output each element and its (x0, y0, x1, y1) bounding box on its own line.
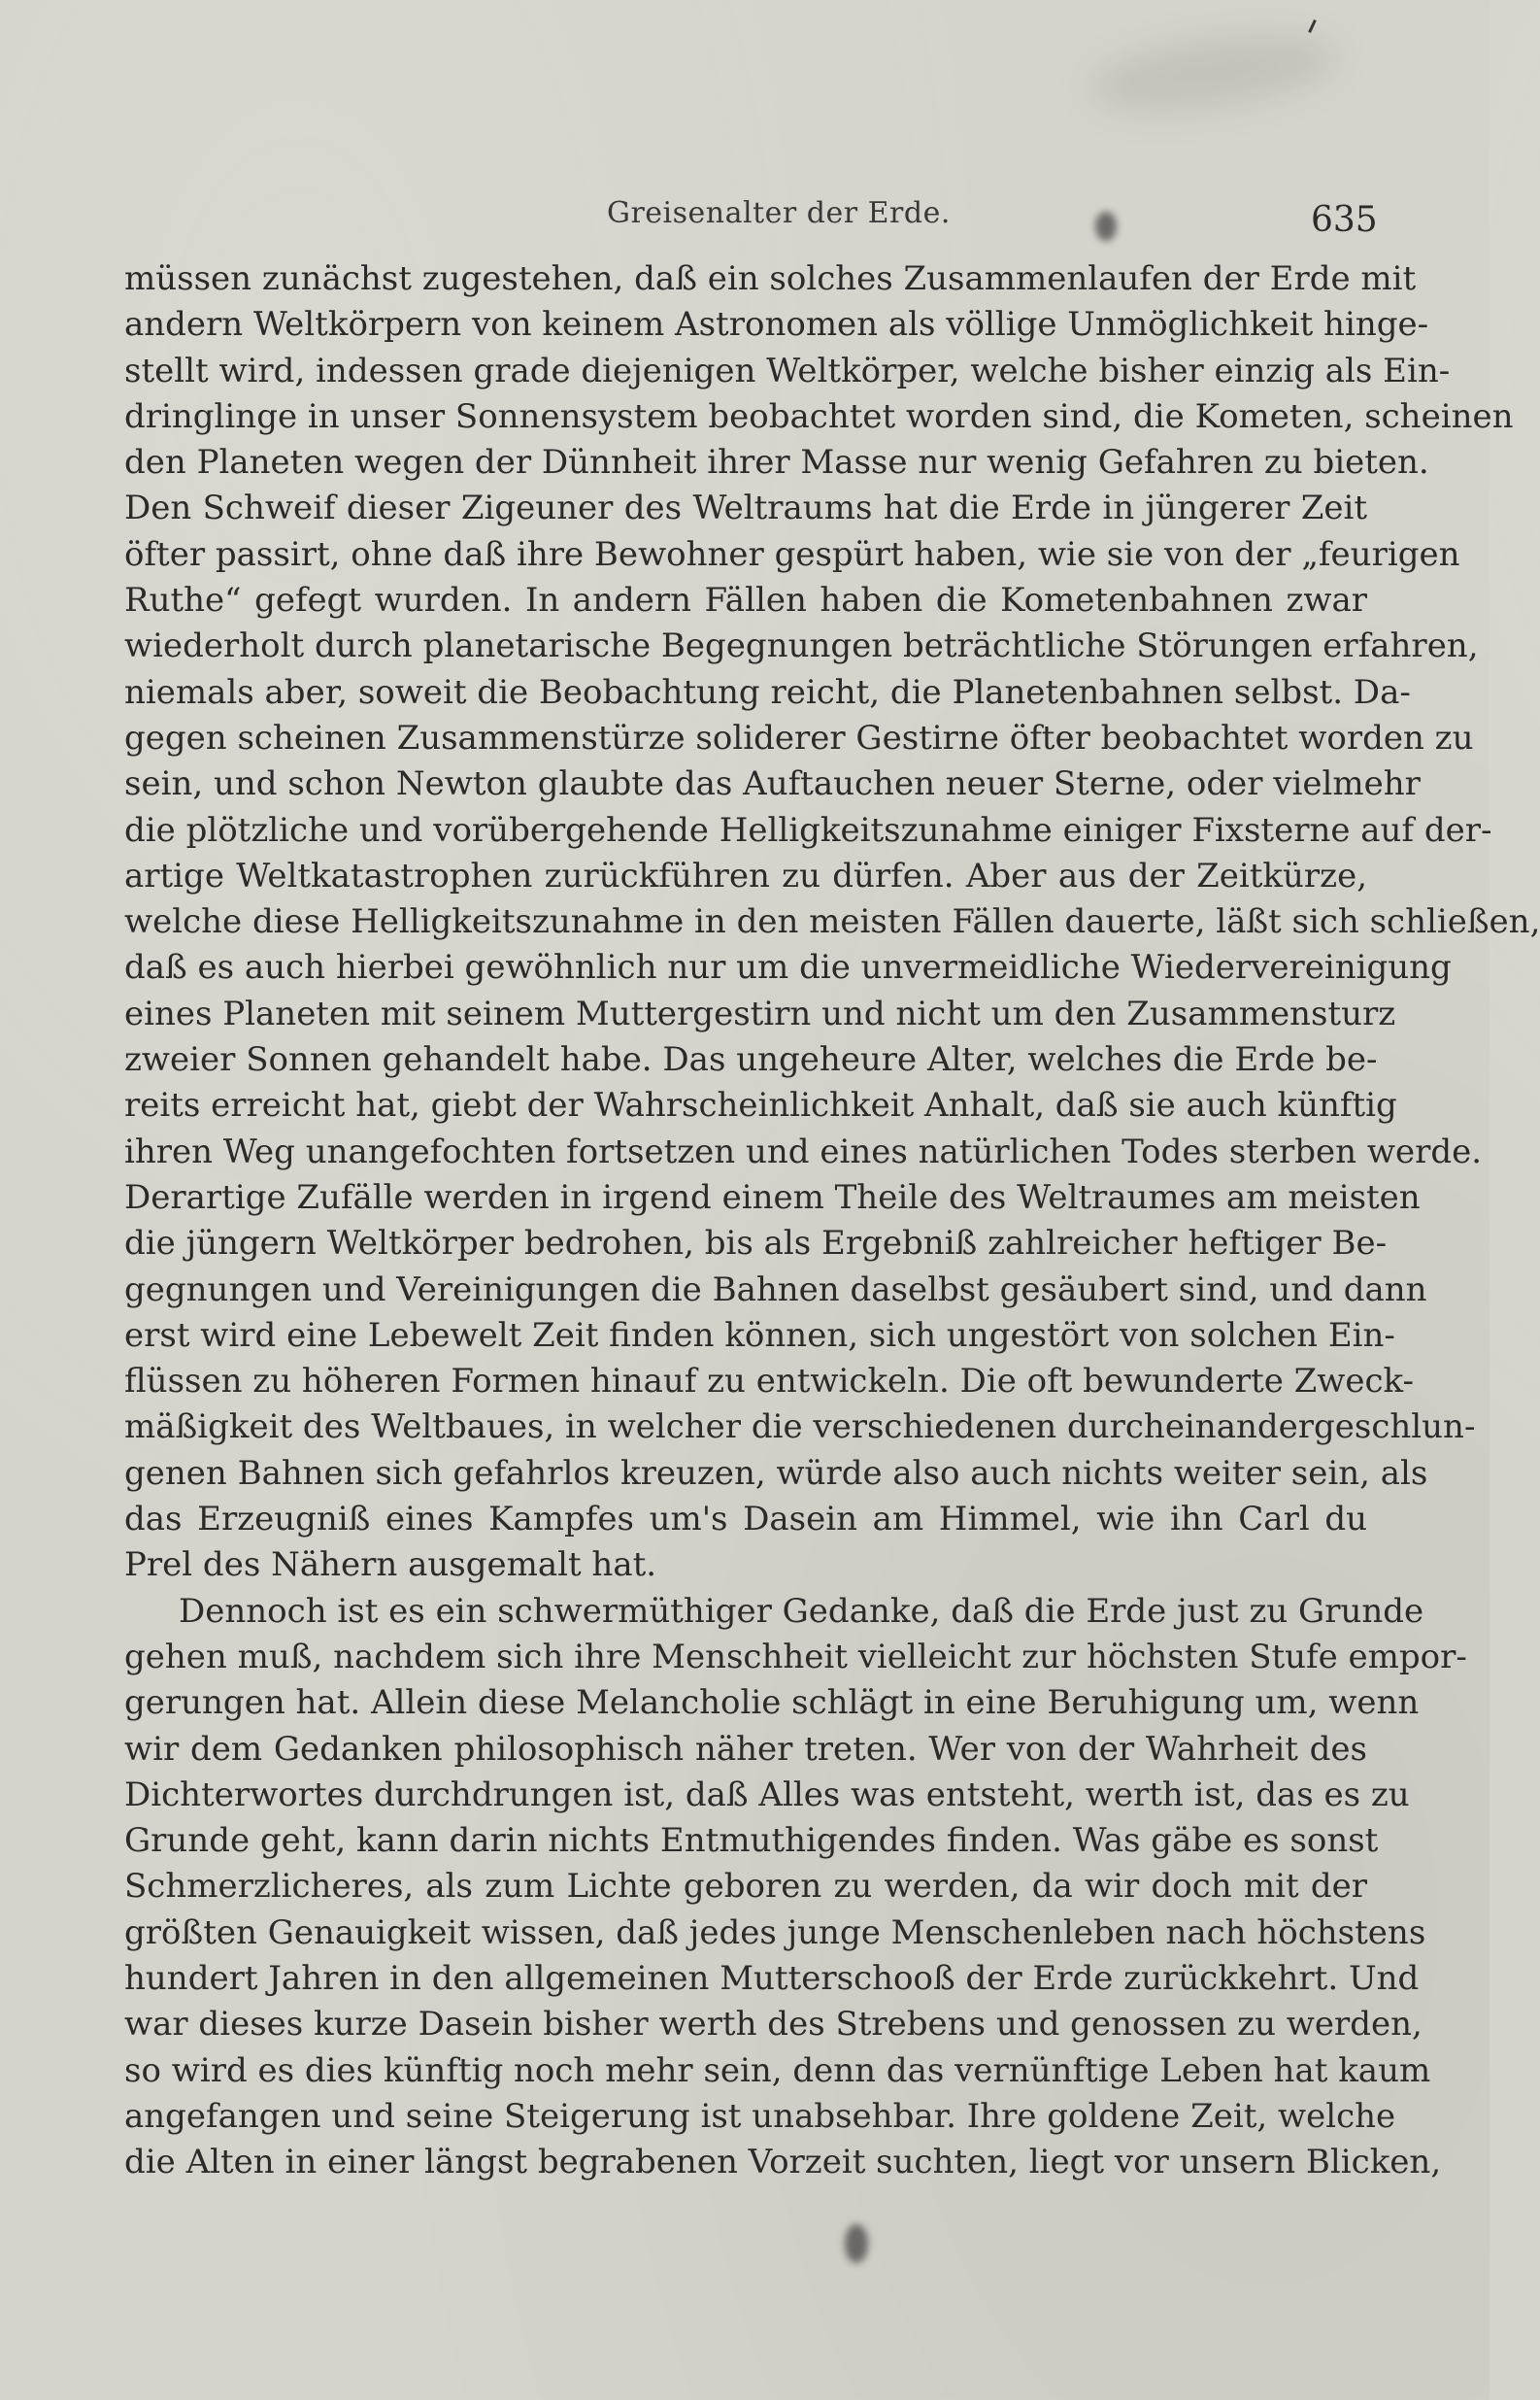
running-head: Greisenalter der Erde. (607, 196, 951, 230)
paragraph-start-line: Dennoch ist es ein schwermüthiger Gedanke, daß die Erde just zu Grunde (179, 1591, 1424, 1631)
text-line: gerungen hat. Allein diese Melancholie schlägt in eine Beruhigung um, wenn (124, 1683, 1420, 1723)
text-line: eines Planeten mit seinem Muttergestirn und nicht um den Zusammensturz (124, 994, 1396, 1033)
scan-smudge (1084, 21, 1343, 124)
text-line: die Alten in einer längst begrabenen Vorzeit suchten, liegt vor unsern Blicken, (124, 2143, 1442, 2182)
text-line: andern Weltkörpern von keinem Astronomen als völlige Unmöglichkeit hinge- (124, 305, 1429, 345)
text-line: war dieses kurze Dasein bisher werth des Strebens und genossen zu werden, (124, 2005, 1423, 2045)
pencil-mark (1308, 19, 1317, 33)
text-line: öfter passirt, ohne daß ihre Bewohner gespürt haben, wie sie von der „feurigen (124, 534, 1460, 574)
text-line: daß es auch hierbei gewöhnlich nur um die unvermeidliche Wiedervereinigung (124, 948, 1452, 988)
text-line: den Planeten wegen der Dünnheit ihrer Masse nur wenig Gefahren zu bieten. (124, 443, 1429, 483)
text-line: Grunde geht, kann darin nichts Entmuthigendes finden. Was gäbe es sonst (124, 1821, 1379, 1861)
text-line: die plötzliche und vorübergehende Helligkeitszunahme einiger Fixsterne auf der- (124, 810, 1492, 850)
text-line: reits erreicht hat, giebt der Wahrscheinlichkeit Anhalt, daß sie auch künftig (124, 1086, 1397, 1126)
text-line: dringlinge in unser Sonnensystem beobachtet worden sind, die Kometen, scheinen (124, 396, 1514, 436)
text-line: die jüngern Weltkörper bedrohen, bis als Ergebniß zahlreicher heftiger Be- (124, 1224, 1388, 1264)
text-line: artige Weltkatastrophen zurückführen zu dürfen. Aber aus der Zeitkürze, (124, 856, 1367, 896)
text-line: welche diese Helligkeitszunahme in den meisten Fällen dauerte, läßt sich schließen, (124, 902, 1540, 942)
text-line: müssen zunächst zugestehen, daß ein solches Zusammenlaufen der Erde mit (124, 259, 1417, 298)
text-line: flüssen zu höheren Formen hinauf zu entwickeln. Die oft bewunderte Zweck- (124, 1362, 1415, 1402)
text-line: erst wird eine Lebewelt Zeit finden können, sich ungestört von solchen Ein- (124, 1315, 1395, 1355)
text-line: hundert Jahren in den allgemeinen Mutterschooß der Erde zurückkehrt. Und (124, 1958, 1420, 1998)
text-line: Derartige Zufälle werden in irgend einem Theile des Weltraumes am meisten (124, 1177, 1421, 1217)
text-line: genen Bahnen sich gefahrlos kreuzen, würde also auch nichts weiter sein, als (124, 1453, 1428, 1493)
text-line: Den Schweif dieser Zigeuner des Weltraums hat die Erde in jüngerer Zeit (124, 489, 1367, 528)
ink-spot (845, 2224, 868, 2263)
text-line: ihren Weg unangefochten fortsetzen und eines natürlichen Todes sterben werde. (124, 1132, 1483, 1171)
text-line: zweier Sonnen gehandelt habe. Das ungeheure Alter, welches die Erde be- (124, 1040, 1378, 1080)
text-line: größten Genauigkeit wissen, daß jedes junge Menschenleben nach höchstens (124, 1912, 1426, 1952)
text-line: das Erzeugniß eines Kampfes um's Dasein am Himmel, wie ihn Carl du (124, 1500, 1367, 1539)
paragraph-end-line: Prel des Nähern ausgemalt hat. (124, 1545, 657, 1585)
text-line: Dichterwortes durchdrungen ist, daß Alles was entsteht, werth ist, das es zu (124, 1775, 1410, 1814)
text-line: mäßigkeit des Weltbaues, in welcher die verschiedenen durcheinandergeschlun- (124, 1407, 1476, 1447)
text-line: stellt wird, indessen grade diejenigen Weltkörper, welche bisher einzig als Ein- (124, 351, 1451, 390)
ink-spot (1095, 212, 1117, 241)
text-line: Ruthe“ gefegt wurden. In andern Fällen haben die Kometenbahnen zwar (124, 581, 1367, 621)
text-line: niemals aber, soweit die Beobachtung reicht, die Planetenbahnen selbst. Da- (124, 672, 1411, 712)
text-line: so wird es dies künftig noch mehr sein, denn das vernünftige Leben hat kaum (124, 2050, 1431, 2090)
text-line: angefangen und seine Steigerung ist unabsehbar. Ihre goldene Zeit, welche (124, 2096, 1396, 2136)
page-number: 635 (1311, 200, 1378, 240)
body-text (124, 256, 1540, 2185)
text-line: Schmerzlicheres, als zum Lichte geboren zu werden, da wir doch mit der (124, 1867, 1367, 1907)
text-line: gehen muß, nachdem sich ihre Menschheit vielleicht zur höchsten Stufe empor- (124, 1637, 1467, 1676)
text-line: gegnungen und Vereinigungen die Bahnen daselbst gesäubert sind, und dann (124, 1269, 1427, 1309)
text-line: gegen scheinen Zusammenstürze soliderer Gestirne öfter beobachtet worden zu (124, 718, 1474, 758)
text-line: wiederholt durch planetarische Begegnungen beträchtliche Störungen erfahren, (124, 626, 1479, 666)
text-line: wir dem Gedanken philosophisch näher treten. Wer von der Wahrheit des (124, 1729, 1367, 1769)
text-line: sein, und schon Newton glaubte das Auftauchen neuer Sterne, oder vielmehr (124, 764, 1421, 804)
